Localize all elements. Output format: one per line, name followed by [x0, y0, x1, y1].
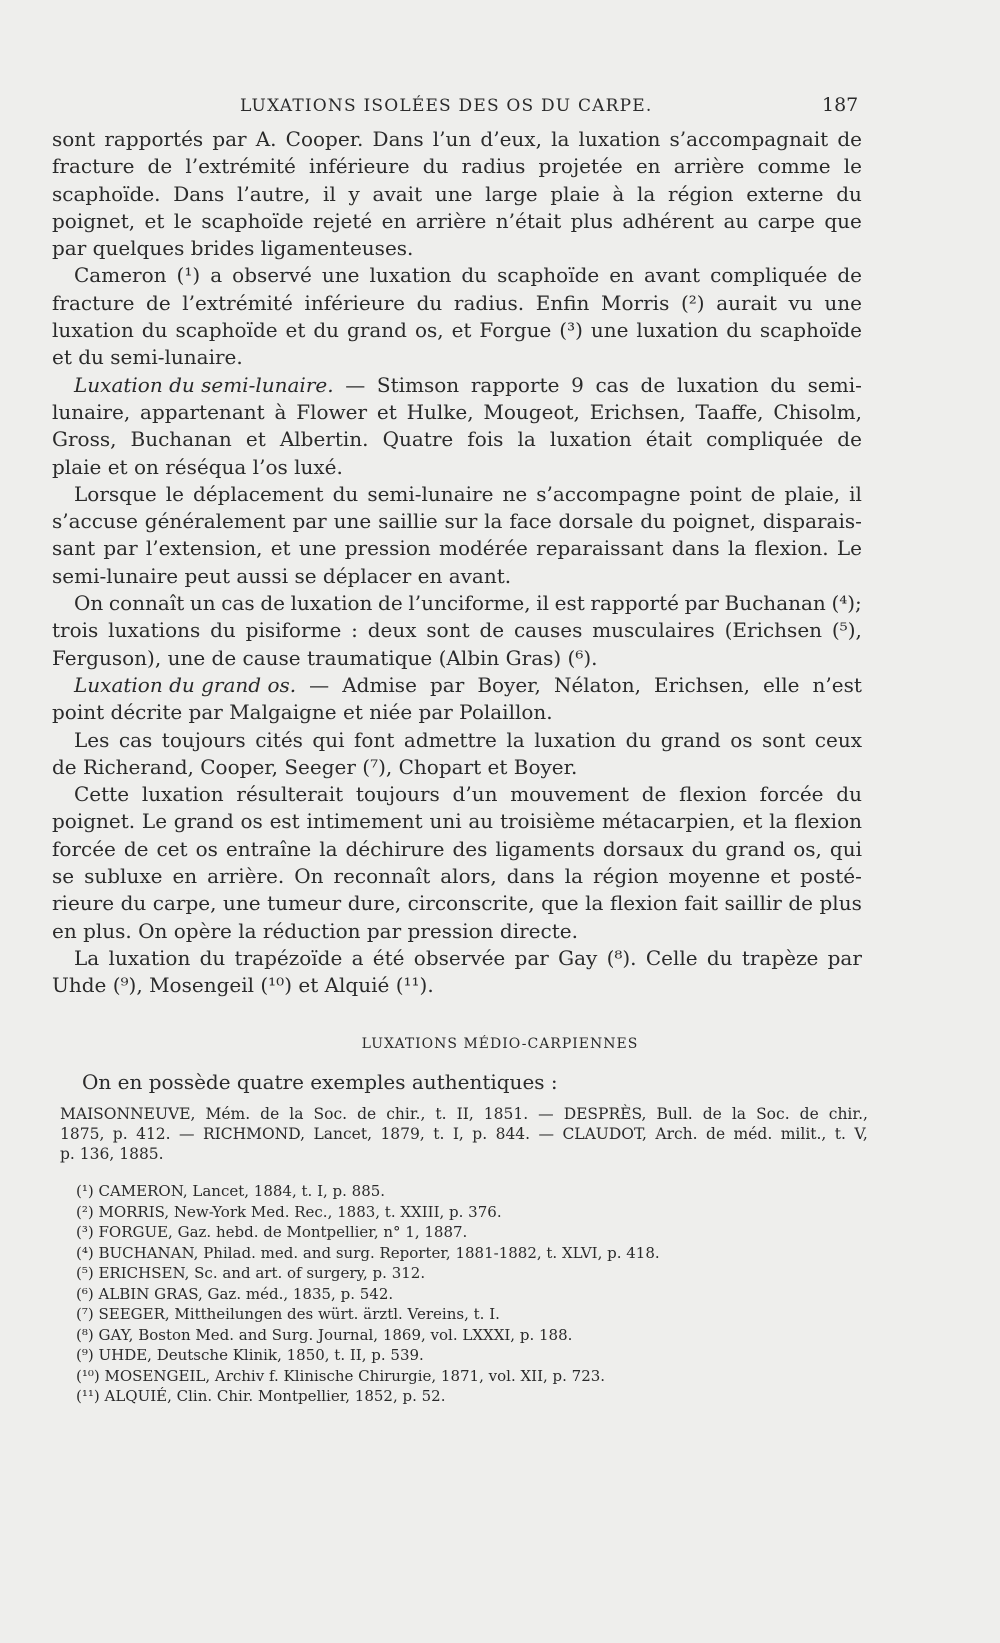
running-title: LUXATIONS ISOLÉES DES OS DU CARPE. [240, 96, 653, 116]
body-text [52, 126, 862, 1000]
footnote: (⁴) BUCHANAN, Philad. med. and surg. Reporter, 1881-1882, t. XLVI, p. 418. [76, 1243, 660, 1262]
body-line: s’accuse généralement par une saillie sur la face dorsale du poignet, disparais- [52, 509, 862, 534]
body-line: Gross, Buchanan et Albertin. Quatre fois la luxation était compliquée de [52, 427, 862, 452]
body-line: rieure du carpe, une tumeur dure, circonscrite, que la flexion fait saillir de plus [52, 891, 862, 916]
reference-line: MAISONNEUVE, Mém. de la Soc. de chir., t. II, 1851. — DESPRÈS, Bull. de la Soc. de chir., [60, 1105, 868, 1123]
body-line: sont rapportés par A. Cooper. Dans l’un d’eux, la luxation s’accompagnait de [52, 127, 862, 151]
footnote: (⁷) SEEGER, Mittheilungen des würt. ärztl. Vereins, t. I. [76, 1305, 500, 1323]
body-line: Uhde (⁹), Mosengeil (¹⁰) et Alquié (¹¹). [52, 973, 434, 998]
body-line: plaie et on réséqua l’os luxé. [52, 454, 343, 479]
body-line: poignet. Le grand os est intimement uni au troisième métacarpien, et la flexion [52, 809, 862, 834]
body-line: semi-lunaire peut aussi se déplacer en avant. [52, 563, 512, 588]
footnote: (¹) CAMERON, Lancet, 1884, t. I, p. 885. [76, 1182, 386, 1200]
footnote: (³) FORGUE, Gaz. hebd. de Montpellier, n° 1, 1887. [76, 1223, 468, 1241]
footnote: (⁸) GAY, Boston Med. and Surg. Journal, 1869, vol. LXXXI, p. 188. [76, 1325, 573, 1344]
body-line: point décrite par Malgaigne et niée par Polaillon. [52, 700, 553, 725]
body-line: On connaît un cas de luxation de l’unciforme, il est rapporté par Buchanan (⁴); [74, 591, 862, 616]
references-block [60, 1104, 868, 1164]
body-line: par quelques brides ligamenteuses. [52, 236, 414, 261]
body-line: Ferguson), une de cause traumatique (Albin Gras) (⁶). [52, 645, 598, 670]
body-line: sant par l’extension, et une pression modérée reparaissant dans la flexion. Le [52, 536, 862, 561]
body-line: de Richerand, Cooper, Seeger (⁷), Chopart et Boyer. [52, 754, 578, 779]
body-line: Cameron (¹) a observé une luxation du scaphoïde en avant compliquée de [74, 263, 862, 288]
body-line: Luxation du grand os. — Admise par Boyer, Nélaton, Erichsen, elle n’est [74, 672, 862, 697]
body-line: et du semi-lunaire. [52, 345, 243, 370]
footnote: (²) MORRIS, New-York Med. Rec., 1883, t. XXIII, p. 376. [76, 1202, 502, 1221]
body-line: forcée de cet os entraîne la déchirure des ligaments dorsaux du grand os, qui [52, 836, 862, 861]
body-line: se subluxe en arrière. On reconnaît alors, dans la région moyenne et posté- [52, 864, 862, 889]
section-intro: On en possède quatre exemples authentiques : [82, 1070, 558, 1094]
body-line: luxation du scaphoïde et du grand os, et Forgue (³) une luxation du scaphoïde [52, 318, 862, 343]
body-line: poignet, et le scaphoïde rejeté en arrière n’était plus adhérent au carpe que [52, 208, 862, 233]
body-line: La luxation du trapézoïde a été observée par Gay (⁸). Celle du trapèze par [74, 945, 862, 970]
body-line: trois luxations du pisiforme : deux sont de causes musculaires (Erichsen (⁵), [52, 618, 862, 643]
body-line: lunaire, appartenant à Flower et Hulke, Mougeot, Erichsen, Taaffe, Chisolm, [52, 399, 862, 424]
reference-line: 1875, p. 412. — RICHMOND, Lancet, 1879, t. I, p. 844. — CLAUDOT, Arch. de méd. milit., t. V, [60, 1125, 868, 1143]
footnote: (¹¹) ALQUIÉ, Clin. Chir. Montpellier, 1852, p. 52. [76, 1387, 446, 1405]
body-line: en plus. On opère la réduction par pression directe. [52, 918, 578, 943]
footnote: (⁶) ALBIN GRAS, Gaz. méd., 1835, p. 542. [76, 1284, 394, 1303]
reference-line: p. 136, 1885. [60, 1145, 164, 1163]
footnote: (⁵) ERICHSEN, Sc. and art. of surgery, p. 312. [76, 1264, 426, 1282]
footnotes [76, 1181, 660, 1407]
section-heading: LUXATIONS MÉDIO-CARPIENNES [361, 1036, 639, 1052]
body-line: Cette luxation résulterait toujours d’un mouvement de flexion forcée du [74, 782, 862, 807]
running-head [0, 96, 1000, 122]
body-line: Lorsque le déplacement du semi-lunaire ne s’accompagne point de plaie, il [74, 481, 862, 506]
body-line: Les cas toujours cités qui font admettre la luxation du grand os sont ceux [74, 727, 862, 752]
body-line: Luxation du semi-lunaire. — Stimson rapporte 9 cas de luxation du semi- [74, 372, 862, 397]
body-line: fracture de l’extrémité inférieure du radius. Enfin Morris (²) aurait vu une [52, 290, 862, 315]
footnote: (⁹) UHDE, Deutsche Klinik, 1850, t. II, p. 539. [76, 1346, 424, 1364]
page-number: 187 [822, 94, 859, 116]
body-line: fracture de l’extrémité inférieure du radius projetée en arrière comme le [52, 154, 862, 179]
footnote: (¹⁰) MOSENGEIL, Archiv f. Klinische Chirurgie, 1871, vol. XII, p. 723. [76, 1366, 606, 1385]
body-line: scaphoïde. Dans l’autre, il y avait une large plaie à la région externe du [52, 181, 862, 206]
